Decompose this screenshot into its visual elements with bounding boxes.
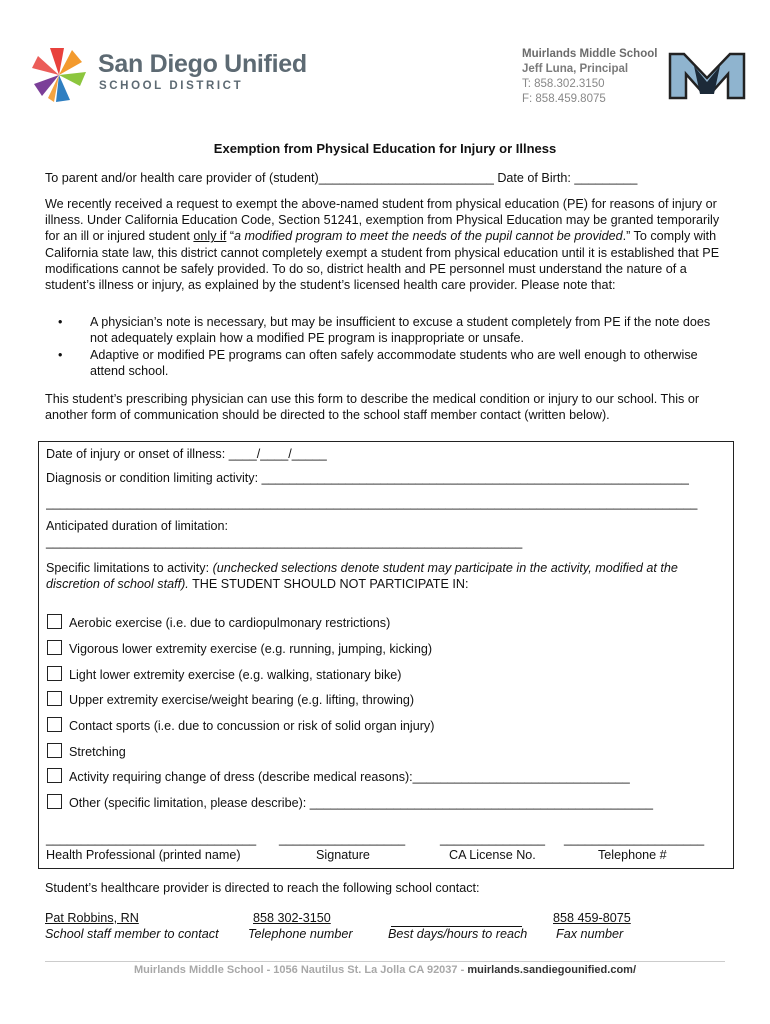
diagnosis-field[interactable]: Diagnosis or condition limiting activity: _____________________________________________________________ [46,471,689,485]
checkbox-label: Aerobic exercise (i.e. due to cardiopulmonary restrictions) [69,616,391,630]
student-line: To parent and/or health care provider of (student)_________________________ Date of Birth: _________ [45,171,638,185]
fax-number-label: Fax number [556,927,624,941]
limitations-label: Specific limitations to activity: [46,561,213,575]
checkbox-contact-sports[interactable] [47,717,62,732]
checkbox-stretching[interactable] [47,743,62,758]
district-logo-icon [28,44,90,106]
limitations-caps: THE STUDENT SHOULD NOT PARTICIPATE IN: [188,577,469,592]
telephone-number-label: Telephone number [248,927,353,941]
checkbox-label: Vigorous lower extremity exercise (e.g. running, jumping, kicking) [69,642,433,656]
checkbox-label: Contact sports (i.e. due to concussion or risk of solid organ injury) [69,719,435,733]
checkbox-label: Activity requiring change of dress (describe medical reasons):_______________________________ [69,770,630,784]
school-contact-block [522,47,657,107]
diagnosis-field-continued[interactable]: _____________________________________________________________________________________________ [46,496,698,510]
checkbox-label: Upper extremity exercise/weight bearing (e.g. lifting, throwing) [69,693,415,707]
staff-contact-name: Pat Robbins, RN [45,911,139,925]
license-field[interactable]: _______________ [440,832,546,846]
duration-label: Anticipated duration of limitation: [46,519,229,533]
license-label: CA License No. [449,848,536,862]
bullet-text: Adaptive or modified PE programs can often safely accommodate students who are well enough to otherwise attend school. [90,348,698,379]
footer [0,964,770,976]
staff-contact-label: School staff member to contact [45,927,219,941]
intro-only-if: only if [193,229,227,244]
intro-text-2: .” To comply with California state law, this district cannot completely exempt a student from physical education until it is established that PE modifications cannot be safely provided. To do so, district health and PE personnel must understand the nature of a student’s illness or injury, as explained by the student’s licensed health care provider. Please note that: [45,229,720,293]
checkbox-upper-extremity[interactable] [47,691,62,706]
telephone-label: Telephone # [598,848,667,862]
school-phone: T: 858.302.3150 [522,78,605,90]
best-days-field[interactable] [391,911,522,927]
checkbox-label: Other (specific limitation, please describe): _________________________________________________ [69,796,653,810]
instructions-paragraph: This student’s prescribing physician can use this form to describe the medical condition or injury to our school. This or another form of communication should be directed to the school staff member contact (written below). [45,392,700,423]
checkbox-other[interactable] [47,794,62,809]
limitations-intro [46,560,726,592]
checkbox-aerobic[interactable] [47,614,62,629]
injury-date-field[interactable]: Date of injury or onset of illness: ____/____/_____ [46,447,327,461]
principal-name: Jeff Luna, Principal [522,63,629,75]
best-days-label: Best days/hours to reach [388,927,528,941]
checkbox-label: Stretching [69,745,126,759]
footer-address: Muirlands Middle School - 1056 Nautilus St. La Jolla CA 92037 - [133,964,468,976]
contact-instructions: Student’s healthcare provider is directed to reach the following school contact: [45,881,480,895]
checkbox-change-of-dress[interactable] [47,768,62,783]
school-name: Muirlands Middle School [522,48,658,60]
intro-paragraph [45,196,725,293]
intro-quote-open: “ [226,229,235,244]
checkbox-label: Light lower extremity exercise (e.g. walking, stationary bike) [69,668,402,682]
staff-contact-phone: 858 302-3150 [253,911,331,925]
district-name: San Diego Unified [98,50,307,78]
bullet-icon: • [58,315,63,329]
intro-text-1: We recently received a request to exempt the above-named student from physical education (PE) for reasons of injury or illness. Under California Education Code, Section 51241, exemption from Physical Education may be granted temporarily for an ill or injured student [45,197,720,244]
mascot-m-logo-icon [668,52,746,100]
footer-divider [45,961,725,962]
bullet-text: A physician’s note is necessary, but may be insufficient to excuse a student completely from PE if the note does not adequately explain how a modified PE program is inappropriate or unsafe. [90,315,711,346]
intro-quote: a modified program to meet the needs of the pupil cannot be provided [234,229,623,244]
page-title: Exemption from Physical Education for Injury or Illness [213,141,557,156]
printed-name-field[interactable]: ______________________________ [46,832,257,846]
footer-url-link[interactable]: muirlands.sandiegounified.com/ [467,964,637,976]
signature-field[interactable]: __________________ [279,832,406,846]
telephone-field[interactable]: ____________________ [564,832,705,846]
signature-label: Signature [316,848,370,862]
checkbox-light-lower[interactable] [47,666,62,681]
limitations-note: (unchecked selections denote student may participate in the activity, modified at the discretion of school staff). [46,561,678,592]
district-subtitle: SCHOOL DISTRICT [99,80,244,92]
printed-name-label: Health Professional (printed name) [46,848,241,862]
bullet-icon: • [58,348,63,362]
duration-field[interactable]: ____________________________________________________________________ [46,535,523,549]
checkbox-vigorous-lower[interactable] [47,640,62,655]
school-fax: F: 858.459.8075 [522,93,606,105]
staff-contact-fax: 858 459-8075 [553,911,631,925]
